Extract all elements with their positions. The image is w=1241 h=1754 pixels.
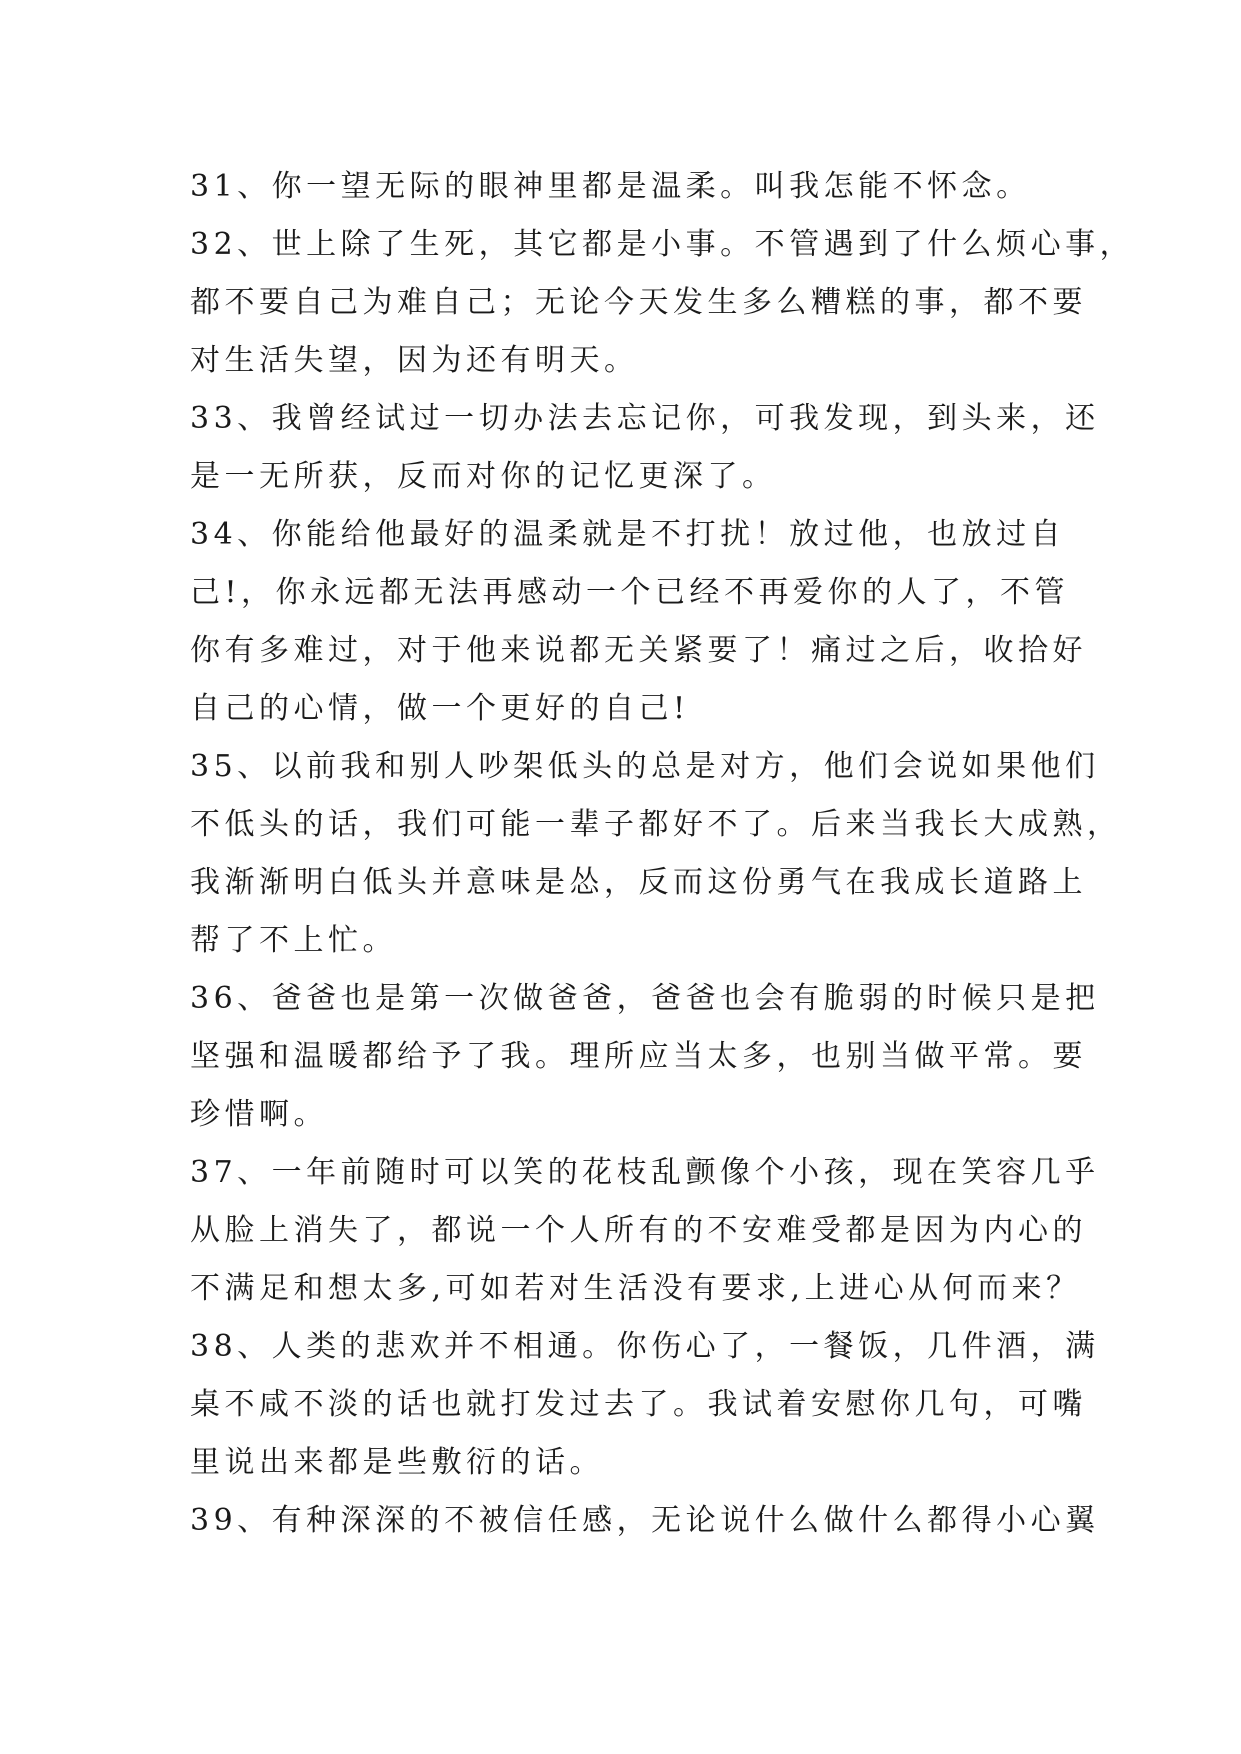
text-line: 桌不咸不淡的话也就打发过去了。我试着安慰你几句，可嘴 [190,1387,1087,1422]
text-line: 37、一年前随时可以笑的花枝乱颤像个小孩，现在笑容几乎 [190,1155,1100,1190]
text-line: 35、以前我和别人吵架低头的总是对方，他们会说如果他们 [190,749,1100,784]
text-line: 你有多难过，对于他来说都无关紧要了！痛过之后，收拾好 [190,633,1087,668]
text-line: 里说出来都是些敷衍的话。 [190,1445,604,1480]
text-line: 对生活失望，因为还有明天。 [190,343,639,378]
body-text [190,158,1135,1550]
text-line: 从脸上消失了，都说一个人所有的不安难受都是因为内心的 [190,1213,1087,1248]
text-line: 我渐渐明白低头并意味是怂，反而这份勇气在我成长道路上 [190,865,1087,900]
text-line: 不低头的话，我们可能一辈子都好不了。后来当我长大成熟， [190,807,1122,842]
text-line: 不满足和想太多,可如若对生活没有要求,上进心从何而来？ [190,1271,1081,1306]
text-line: 自己的心情，做一个更好的自己! [190,691,690,726]
text-line: 都不要自己为难自己；无论今天发生多么糟糕的事，都不要 [190,285,1087,320]
text-line: 31、你一望无际的眼神里都是温柔。叫我怎能不怀念。 [190,169,1031,204]
text-line: 帮了不上忙。 [190,923,397,958]
text-line: 36、爸爸也是第一次做爸爸，爸爸也会有脆弱的时候只是把 [190,981,1100,1016]
text-line: 是一无所获，反而对你的记忆更深了。 [190,459,777,494]
text-line: 39、有种深深的不被信任感，无论说什么做什么都得小心翼 [190,1503,1100,1538]
text-line: 33、我曾经试过一切办法去忘记你，可我发现，到头来，还 [190,401,1100,436]
text-line: 珍惜啊。 [190,1097,328,1132]
text-line: 38、人类的悲欢并不相通。你伤心了，一餐饭，几件酒，满 [190,1329,1100,1364]
text-line: 32、世上除了生死，其它都是小事。不管遇到了什么烦心事， [190,227,1135,262]
text-line: 34、你能给他最好的温柔就是不打扰！放过他，也放过自 [190,517,1066,552]
text-line: 坚强和温暖都给予了我。理所应当太多，也别当做平常。要 [190,1039,1087,1074]
text-line: 己!，你永远都无法再感动一个已经不再爱你的人了，不管 [190,575,1070,610]
